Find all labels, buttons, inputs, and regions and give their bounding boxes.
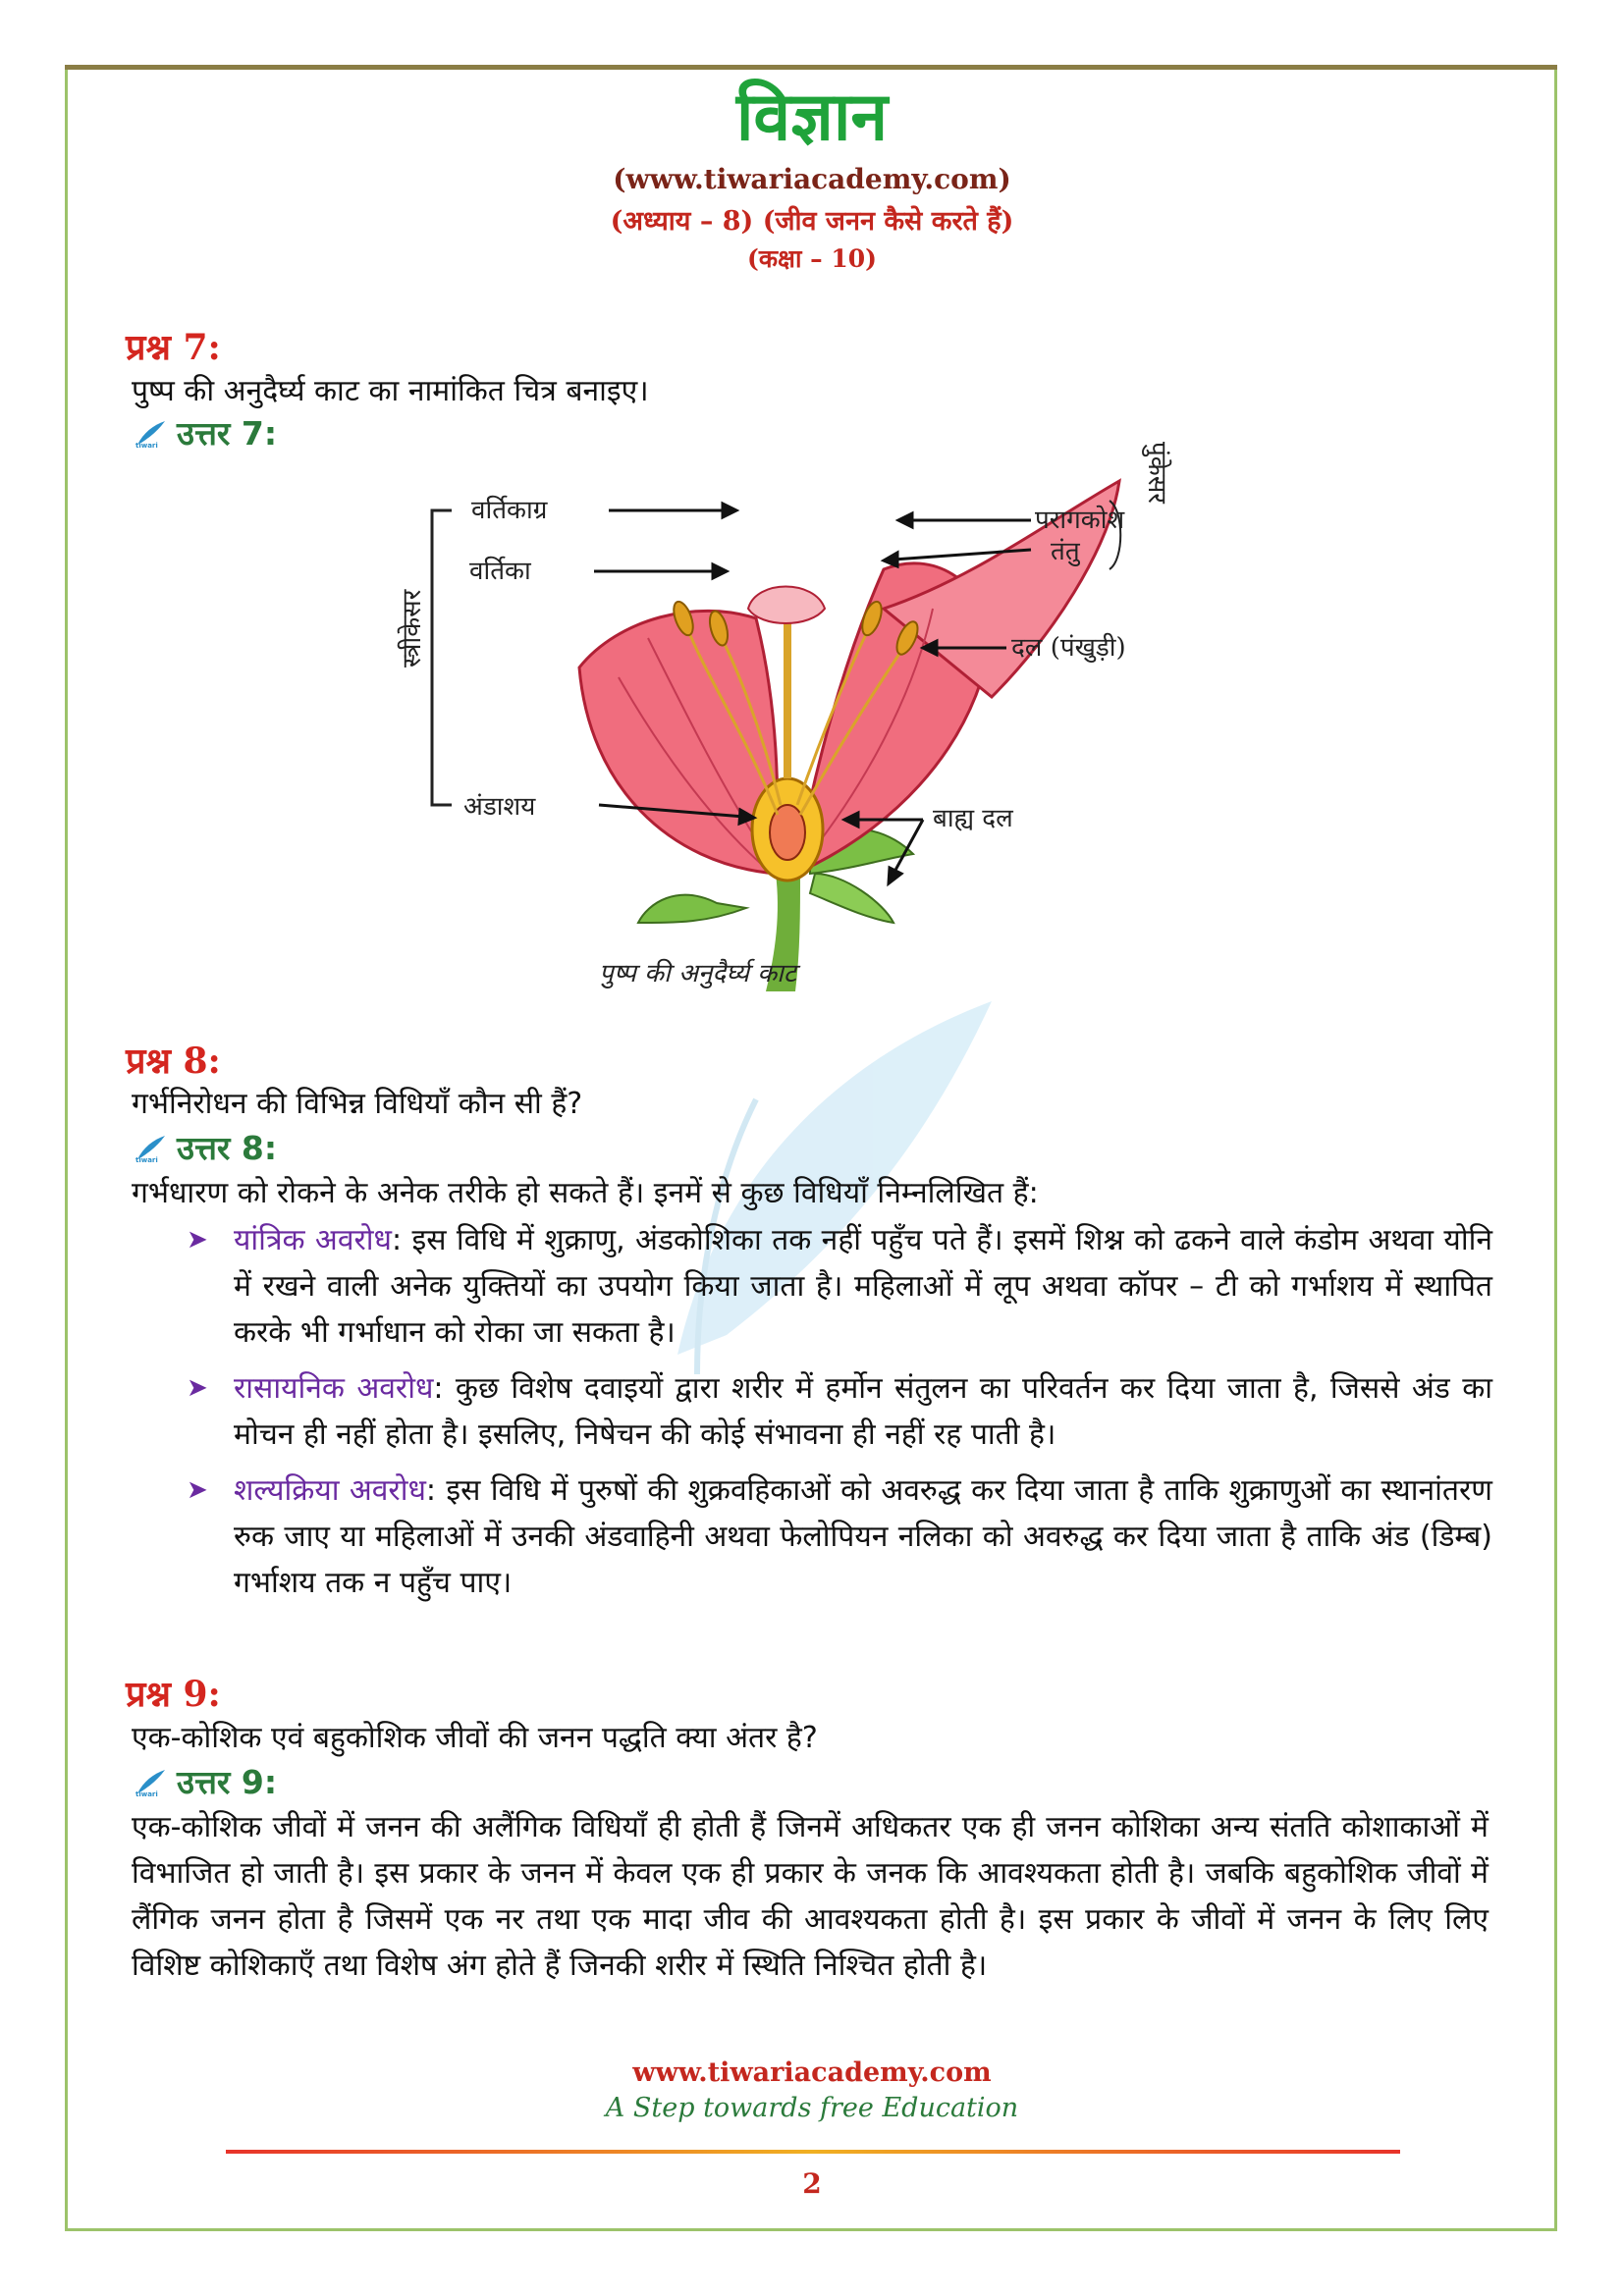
page-top-rule bbox=[65, 65, 1557, 70]
method-term: यांत्रिक अवरोध bbox=[234, 1223, 393, 1257]
label-carpel: स्त्रीकेसर bbox=[398, 589, 427, 667]
q7-question: पुष्प की अनुदैर्घ्य काट का नामांकित चित्र बनाइए। bbox=[132, 374, 649, 408]
q9-answer: एक-कोशिक जीवों में जनन की अलैंगिक विधियाँ ही होती हैं जिनमें अधिकतर एक ही जनन कोशिका अन्य संतति कोशाकाओं में विभाजित हो जाती है। इस प्रकार के जनन में केवल एक ही प्रकार के जनक कि आवश्यकता होती है। जबकि बहुकोशिक जीवों में लैंगिक जनन होता है जिसमें एक नर तथा एक मादा जीव की आवश्यकता होती है। इस प्रकार के जीवों में जनन के लिए लिए विशिष्ट कोशिकाएँ तथा विशेष अंग होते हैं जिनकी शरीर में स्थिति निश्चित होती है। bbox=[132, 1810, 1489, 1983]
page-number: 2 bbox=[802, 2167, 822, 2200]
bullet-arrow-icon: ➤ bbox=[187, 1475, 208, 1505]
list-item bbox=[187, 1217, 1492, 1356]
sepal-left bbox=[638, 895, 746, 923]
q9-question: एक-कोशिक एवं बहुकोशिक जीवों की जनन पद्धति क्या अंतर है? bbox=[132, 1721, 818, 1755]
svg-text:tiwari: tiwari bbox=[135, 1155, 158, 1164]
method-term: शल्यक्रिया अवरोध bbox=[234, 1473, 426, 1508]
svg-text:tiwari: tiwari bbox=[135, 1789, 158, 1798]
quill-logo-icon bbox=[134, 418, 167, 448]
label-anther: परागकोश bbox=[1035, 506, 1125, 535]
footer-tagline: A Step towards free Education bbox=[605, 2093, 1019, 2123]
q8-intro: गर्भधारण को रोकने के अनेक तरीके हो सकते हैं। इनमें से कुछ विधियाँ निम्नलिखित हैं: bbox=[132, 1176, 1039, 1210]
q7-label: प्रश्न 7: bbox=[126, 327, 221, 368]
label-ovary: अंडाशय bbox=[463, 792, 536, 822]
method-text: : इस विधि में शुक्राणु, अंडकोशिका तक नहीं पहुँच पते हैं। इसमें शिश्न को ढकने वाले कंडोम अथवा योनि में रखने वाली अनेक युक्तियों का उपयोग किया जाता है। महिलाओं में लूप अथवा कॉपर – टी को गर्भाशय में स्थापित करके भी गर्भाधान को रोका जा सकता है। bbox=[234, 1223, 1493, 1350]
stigma-shape bbox=[748, 587, 825, 624]
label-filament: तंतु bbox=[1051, 537, 1080, 566]
page-header bbox=[0, 77, 1624, 275]
footer-divider bbox=[226, 2150, 1400, 2154]
q7-answer-heading bbox=[134, 410, 277, 454]
sepal-right-2 bbox=[810, 874, 893, 923]
q8-question: गर्भनिरोधन की विभिन्न विधियाँ कौन सी हैं? bbox=[132, 1087, 583, 1121]
method-term: रासायनिक अवरोध bbox=[234, 1371, 434, 1406]
petal-left bbox=[579, 611, 778, 874]
label-stigma: वर्तिकाग्र bbox=[471, 496, 548, 525]
svg-text:tiwari: tiwari bbox=[135, 441, 158, 450]
list-item bbox=[187, 1365, 1492, 1458]
bullet-arrow-icon: ➤ bbox=[187, 1225, 208, 1255]
q9-answer-heading bbox=[134, 1759, 277, 1803]
page-title: विज्ञान bbox=[735, 79, 889, 156]
label-petal: दल (पंखुड़ी) bbox=[1011, 633, 1126, 663]
q8-answer-label: उत्तर 8: bbox=[177, 1129, 278, 1167]
quill-logo-icon bbox=[134, 1767, 167, 1796]
q9-label: प्रश्न 9: bbox=[126, 1674, 221, 1715]
bullet-arrow-icon: ➤ bbox=[187, 1373, 208, 1403]
q8-answer-heading bbox=[134, 1125, 277, 1169]
method-text: : कुछ विशेष दवाइयों द्वारा शरीर में हर्मोन संतुलन का परिवर्तन कर दिया जाता है, जिससे अंड का मोचन ही नहीं होता है। इसलिए, निषेचन की कोई संभावना ही नहीं रह पाती है। bbox=[234, 1371, 1492, 1452]
q8-label: प्रश्न 8: bbox=[126, 1041, 221, 1082]
method-text: : इस विधि में पुरुषों की शुक्रवहिकाओं को अवरुद्ध कर दिया जाता है ताकि शुक्राणुओं का स्थानांतरण रुक जाए या महिलाओं में उनकी अंडवाहिनी अथवा फेलोपियन नलिका को अवरुद्ध कर दिया जाता है ताकि अंड (डिम्ब) गर्भाशय तक न पहुँच पाए। bbox=[234, 1473, 1492, 1600]
quill-logo-icon bbox=[134, 1133, 167, 1162]
label-stamen: पुंकेसर bbox=[1142, 442, 1171, 504]
header-chapter: (अध्याय – 8) (जीव जनन कैसे करते हैं) bbox=[610, 206, 1014, 237]
footer-site-link[interactable]: www.tiwariacademy.com bbox=[632, 2057, 992, 2088]
header-class: (कक्षा – 10) bbox=[747, 244, 877, 273]
flower-lengthwise-section-diagram bbox=[398, 442, 1227, 991]
figure-caption: पुष्प की अनुदैर्घ्य काट bbox=[599, 959, 797, 988]
label-style: वर्तिका bbox=[469, 557, 531, 586]
header-site: (www.tiwariacademy.com) bbox=[613, 163, 1011, 195]
q7-answer-label: उत्तर 7: bbox=[177, 414, 278, 453]
label-sepal: बाह्य दल bbox=[933, 804, 1013, 833]
q9-answer-label: उत्तर 9: bbox=[177, 1763, 278, 1801]
contraception-methods-list bbox=[187, 1217, 1492, 1616]
list-item bbox=[187, 1468, 1492, 1606]
